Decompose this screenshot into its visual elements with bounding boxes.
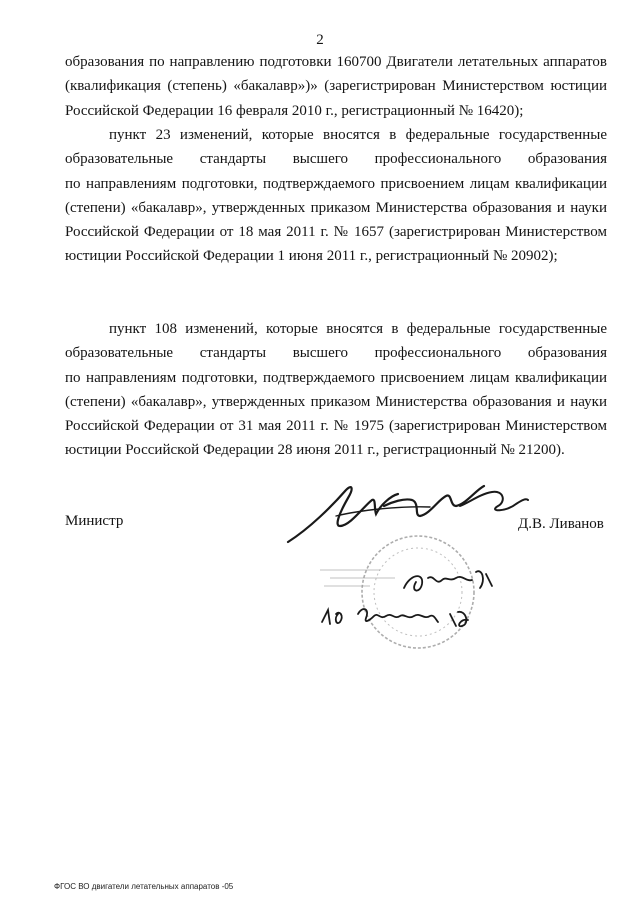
paragraph-line: образовательные стандарты высшего профессионального образования [65,151,607,168]
paragraph-2 [65,123,607,269]
paragraph-line: юстиции Российской Федерации 1 июня 2011 г., регистрационный № 20902); [65,248,558,265]
signatory-title: Министр [65,513,124,529]
paragraph-line: образования по направлению подготовки 160700 Двигатели летательных аппаратов [65,54,607,70]
paragraph-1 [65,50,607,123]
paragraph-line: Российской Федерации от 18 мая 2011 г. № 1657 (зарегистрирован Министерством [65,224,607,241]
paragraph-line: Российской Федерации от 31 мая 2011 г. № 1975 (зарегистрирован Министерством [65,418,607,435]
page-number: 2 [316,32,324,48]
paragraph-line: образовательные стандарты высшего профессионального образования [65,345,607,362]
paragraph-line: (степени) «бакалавр», утвержденных приказом Министерства образования и науки [65,199,607,216]
signatory-name: Д.В. Ливанов [518,516,604,532]
paragraph-line: Российской Федерации 16 февраля 2010 г., регистрационный № 16420); [65,102,524,119]
paragraph-line: пункт 23 изменений, которые вносятся в федеральные государственные [109,127,607,143]
paragraph-line: юстиции Российской Федерации 28 июня 2011 г., регистрационный № 21200). [65,442,565,459]
official-stamp-with-handwritten-note [300,530,500,680]
paragraph-line: по направлениям подготовки, подтверждаемого присвоением лицам квалификации [65,175,607,192]
paragraph-line: (степени) «бакалавр», утвержденных приказом Министерства образования и науки [65,393,607,410]
paragraph-line: пункт 108 изменений, которые вносятся в федеральные государственные [109,321,607,337]
paragraph-3 [65,317,607,463]
paragraph-line: по направлениям подготовки, подтверждаемого присвоением лицам квалификации [65,369,607,386]
footer-reference: ФГОС ВО двигатели летательных аппаратов -05 [54,882,234,891]
paragraph-line: (квалификация (степень) «бакалавр»)» (зарегистрирован Министерством юстиции [65,78,607,95]
